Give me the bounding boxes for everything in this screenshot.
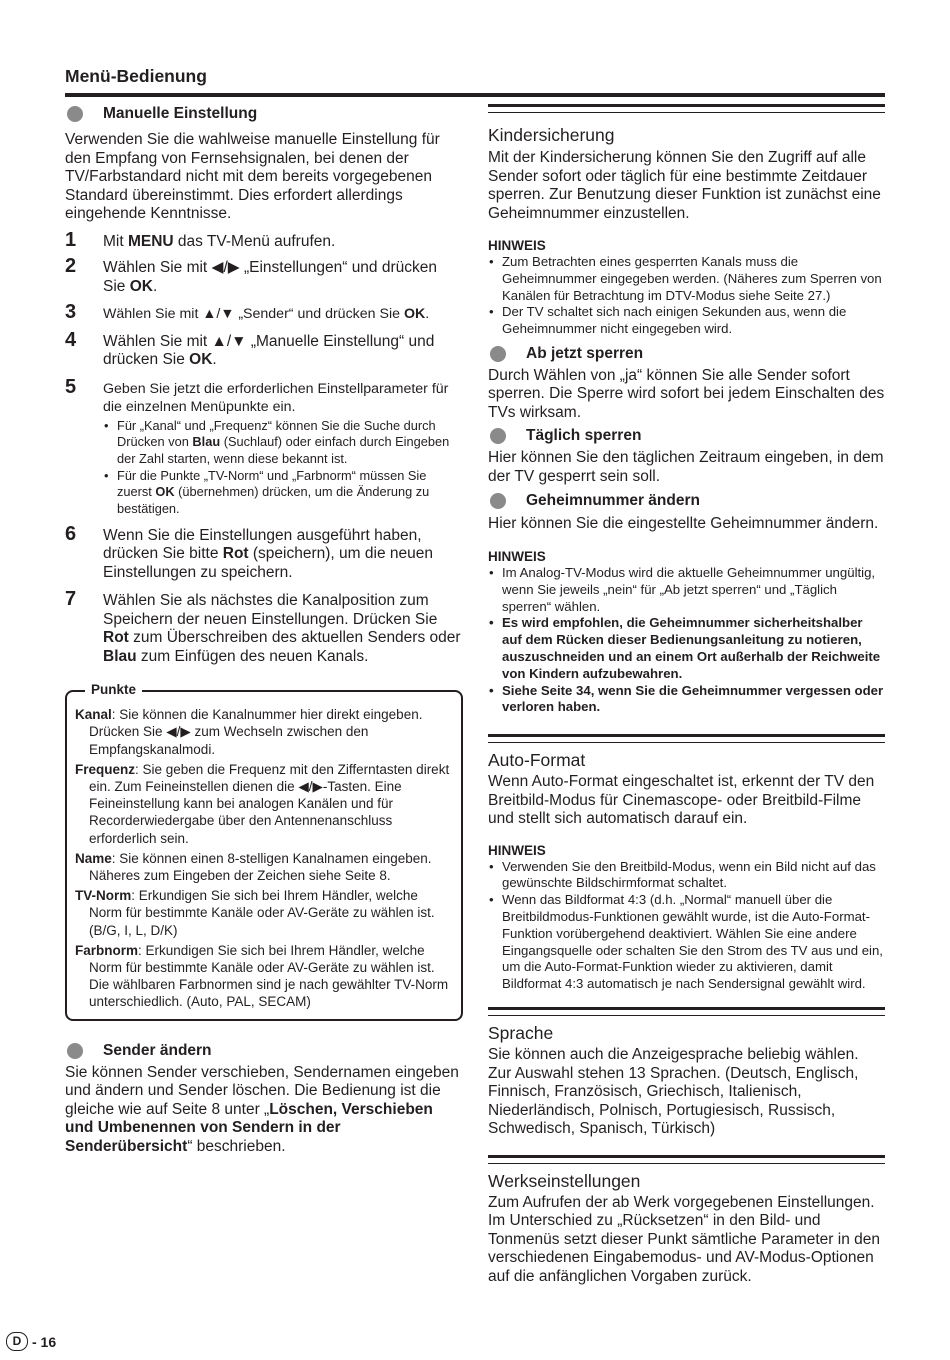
page-footer: [6, 1332, 56, 1351]
bullet-dot-icon: [490, 493, 506, 509]
punkte-item-kanal: Kanal: Sie können die Kanalnummer hier direkt eingeben. Drücken Sie ◀/▶ zum Wechseln zwischen den Empfangskanalmodi.: [75, 707, 423, 757]
taeglich-text: Hier können Sie den täglichen Zeitraum eingeben, in dem der TV gesperrt sein soll.: [488, 449, 884, 485]
section-title-werkseinstellungen: Werkseinstellungen: [488, 1170, 641, 1191]
punkte-box: [65, 682, 463, 1020]
section-rule: [488, 1007, 885, 1016]
section-rule: [488, 104, 885, 113]
section-title-sprache: Sprache: [488, 1023, 554, 1044]
subheading-geheimnummer-aendern: Geheimnummer ändern: [488, 491, 885, 511]
sprache-text: Sie können auch die Anzeigesprache beliebig wählen. Zur Auswahl stehen 13 Sprachen. (Deutsch, Englisch, Finnisch, Französisch, Griechisch, Italienisch, Niederländisch, Polnisch, Portugiesisch, Russisch, Schwedisch, Spanisch, Türkisch): [488, 1046, 859, 1138]
step-number: 4: [65, 328, 77, 351]
step-item: 5 Geben Sie jetzt die erforderlichen Einstellparameter für die einzelnen Menüpunkte ein. • Für „Kanal“ und „Frequenz“ können Sie die Suche durch Drücken von Blau (Suchlauf) oder einfach durch Eingeben der Zahl starten, wenn diese bekannt ist. • Für die Punkte „TV-Norm“ und „Farbnorm“ müssen Sie zuerst OK (übernehmen) drücken, um die Änderung zu bestätigen.: [65, 380, 463, 518]
step-number: 7: [65, 588, 77, 611]
subheading-manual: Manuelle Einstellung: [65, 104, 463, 124]
step-item: 4 Wählen Sie mit ▲/▼ „Manuelle Einstellung“ und drücken Sie OK.: [65, 328, 435, 368]
step5-bullets: [103, 418, 463, 518]
section-rule: [488, 1155, 885, 1164]
bullet-dot-icon: [490, 428, 506, 444]
step-number: 6: [65, 522, 77, 545]
step-number: 5: [65, 375, 77, 398]
list-item: • Verwenden Sie den Breitbild-Modus, wenn ein Bild nicht auf das gewünschte Bildschirmformat schaltet.: [488, 859, 885, 893]
right-column: [488, 104, 885, 1286]
punkte-item-frequenz: Frequenz: Sie geben die Frequenz mit den Zifferntasten direkt ein. Zum Feineinstellen dienen die ◀/▶-Tasten. Eine Feineinstellung kann bei analogen Kanälen und für Recorderwiedergabe über den Antennenanschluss erforderlich sein.: [75, 761, 450, 846]
step-item: 7 Wählen Sie als nächstes die Kanalposition zum Speichern der neuen Einstellungen. Drücken Sie Rot zum Überschreiben des aktuellen Senders oder Blau zum Einfügen des neuen Kanals.: [65, 588, 461, 665]
steps-list: [65, 228, 463, 667]
page-title: Menü-Bedienung: [65, 66, 207, 86]
left-column: [65, 104, 463, 1156]
list-item: • Der TV schaltet sich nach einigen Sekunden aus, wenn die Geheimnummer nicht eingegeben wird.: [488, 304, 885, 338]
section-title-kindersicherung: Kindersicherung: [488, 125, 615, 145]
sender-text: Sie können Sender verschieben, Sendernamen eingeben und ändern und Sender löschen. Die Bedienung ist die gleiche wie auf Seite 8 unter „Löschen, Verschieben und Umbenennen von Sendern in der Senderübersicht“ beschrieben.: [65, 1063, 459, 1155]
kinder-notes-2: [488, 565, 885, 716]
step-number: 3: [65, 301, 77, 323]
subheading-ab-jetzt-sperren: Ab jetzt sperren: [488, 344, 885, 364]
step-item: 2 Wählen Sie mit ◀/▶ „Einstellungen“ und drücken Sie OK.: [65, 255, 437, 295]
header-rule: [65, 93, 885, 97]
punkte-item-farbnorm: Farbnorm: Erkundigen Sie sich bei Ihrem Händler, welche Norm für bestimmte Kanäle oder AV-Geräte zu wählen ist. Die wählbaren Farbnormen sind je nach gewählter TV-Norm unterschiedlich. (Auto, PAL, SECAM): [75, 942, 449, 1010]
step-item: 3 Wählen Sie mit ▲/▼ „Sender“ und drücken Sie OK.: [65, 301, 430, 323]
ab-jetzt-text: Durch Wählen von „ja“ können Sie alle Sender sofort sperren. Die Sperre wird sofort bei jedem Einschalten des TVs wirksam.: [488, 366, 885, 421]
bullet-dot-icon: [490, 346, 506, 362]
section-title-auto-format: Auto-Format: [488, 750, 586, 771]
auto-intro: Wenn Auto-Format eingeschaltet ist, erkennt der TV den Breitbild-Modus für Cinemascope- oder Breitbild-Filme und stellt sich automatisch darauf ein.: [488, 773, 875, 828]
step-number: 1: [65, 228, 77, 251]
list-item: • Zum Betrachten eines gesperrten Kanals muss die Geheimnummer eingegeben werden. (Näheres zum Sperren von Kanälen für Betrachtung im DTV-Modus siehe Seite 27.): [488, 254, 885, 304]
auto-notes: [488, 859, 885, 993]
bullet-dot-icon: [67, 106, 83, 122]
list-item: • Im Analog-TV-Modus wird die aktuelle Geheimnummer ungültig, wenn Sie jeweils „nein“ für „Ab jetzt sperren“ und „Täglich sperren“ wählen.: [488, 565, 885, 615]
section-rule: [488, 734, 885, 743]
hinweis-label: HINWEIS: [488, 548, 546, 564]
d-language-icon: D: [6, 1332, 28, 1351]
punkte-item-tv-norm: TV-Norm: Erkundigen Sie sich bei Ihrem Händler, welche Norm für bestimmte Kanäle oder AV-Geräte zu wählen ist. (B/G, I, L, D/K): [75, 888, 435, 938]
subheading-taeglich-sperren: Täglich sperren: [488, 426, 885, 446]
page-number: - 16: [32, 1333, 57, 1350]
geheimnummer-text: Hier können Sie die eingestellte Geheimnummer ändern.: [488, 515, 879, 533]
list-item: • Für die Punkte „TV-Norm“ und „Farbnorm“ müssen Sie zuerst OK (übernehmen) drücken, um die Änderung zu bestätigen.: [103, 468, 463, 518]
step-item: 1 Mit MENU das TV-Menü aufrufen.: [65, 228, 336, 251]
manual-intro: Verwenden Sie die wahlweise manuelle Einstellung für den Empfang von Fernsehsignalen, bei denen der TV/Farbstandard nicht mit dem bereits vorgegebenen Standard übereinstimmt. Dies erfordert allerdings eingehende Kenntnisse.: [65, 131, 440, 222]
punkte-title: Punkte: [85, 682, 142, 697]
hinweis-label: HINWEIS: [488, 842, 546, 858]
step-number: 2: [65, 255, 77, 277]
step-item: 6 Wenn Sie die Einstellungen ausgeführt haben, drücken Sie bitte Rot (speichern), um die neuen Einstellungen zu speichern.: [65, 522, 433, 581]
hinweis-label: HINWEIS: [488, 238, 546, 253]
bullet-dot-icon: [67, 1043, 83, 1059]
list-item: • Wenn das Bildformat 4:3 (d.h. „Normal“ manuell über die Breitbildmodus-Funktionen gewählt wurde, ist die Auto-Format-Funktion vorübergehend deaktiviert. Wählen Sie eine andere Eingangsquelle oder schalten Sie den Strom des TV aus und ein, um die Auto-Format-Funktion wieder zu aktivieren, damit Bildformat 4:3 automatisch je nach Sendersignal gewählt wird.: [488, 892, 885, 993]
kinder-intro: Mit der Kindersicherung können Sie den Zugriff auf alle Sender sofort oder täglich für eine bestimmte Zeitdauer sperren. Zur Benutzung dieser Funktion ist zunächst eine Geheimnummer einzustellen.: [488, 149, 881, 222]
subheading-sender: Sender ändern: [65, 1041, 463, 1061]
kinder-notes: [488, 254, 885, 338]
punkte-item-name: Name: Sie können einen 8-stelligen Kanalnamen eingeben. Näheres zum Eingeben der Zeichen siehe Seite 8.: [75, 850, 432, 884]
werk-text: Zum Aufrufen der ab Werk vorgegebenen Einstellungen. Im Unterschied zu „Rücksetzen“ in den Bild- und Tonmenüs setzt dieser Punkt sämtliche Parameter in den verschiedenen Eingabemodus- und AV-Modus-Optionen auf die anfänglichen Vorgaben zurück.: [488, 1193, 880, 1285]
list-item: • Für „Kanal“ und „Frequenz“ können Sie die Suche durch Drücken von Blau (Suchlauf) oder einfach durch Eingeben der Zahl starten, wenn diese bekannt ist.: [103, 418, 463, 468]
list-item: • Es wird empfohlen, die Geheimnummer sicherheitshalber auf dem Rücken dieser Bedienungsanleitung zu notieren, auszuschneiden und an einem Ort außerhalb der Reichweite von Kindern aufzubewahren.: [488, 615, 885, 682]
list-item: • Siehe Seite 34, wenn Sie die Geheimnummer vergessen oder verloren haben.: [488, 683, 885, 717]
